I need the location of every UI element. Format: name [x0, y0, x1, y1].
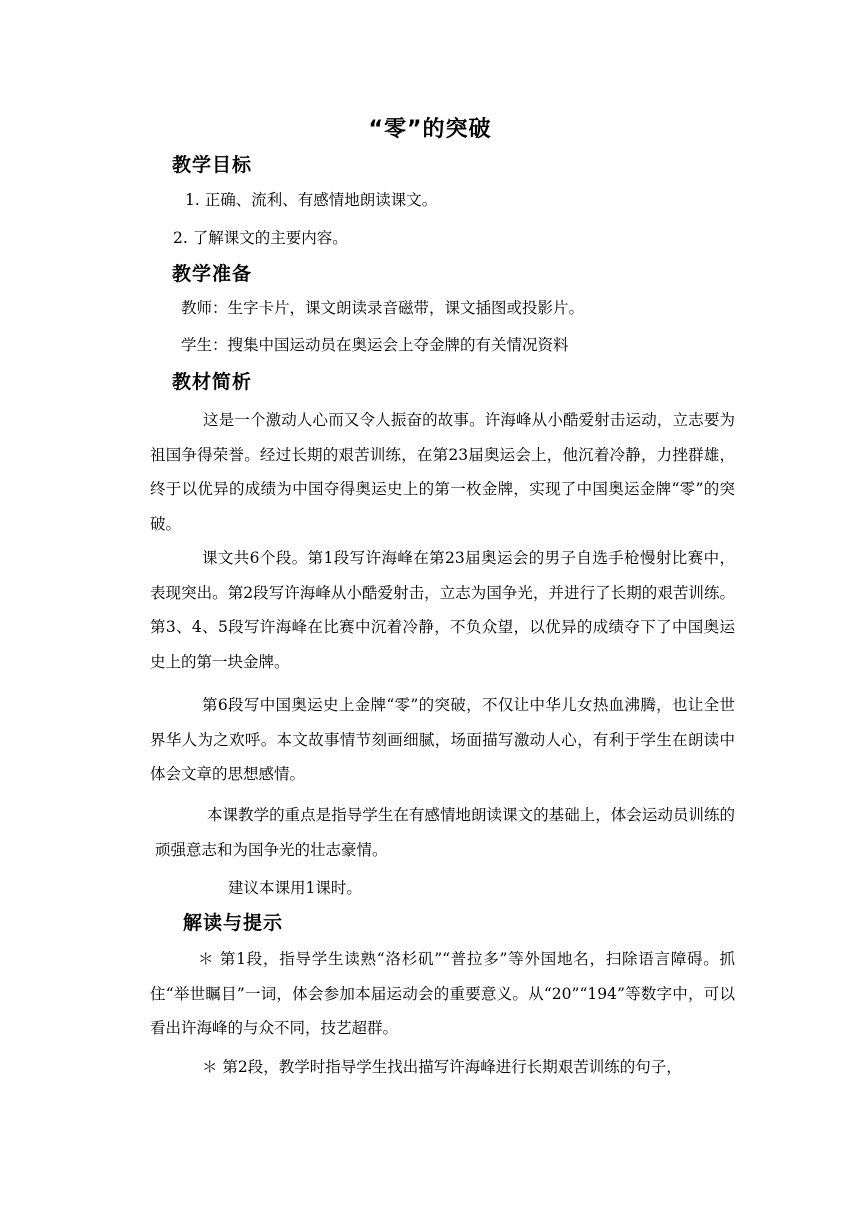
- heading-reading-tips: 解读与提示: [183, 912, 284, 934]
- reading-tip-paragraph-2: ＊ 第2段，教学时指导学生找出描写许海峰进行长期艰苦训练的句子，: [202, 1058, 682, 1076]
- analysis-paragraph-5: 建议本课用1课时。: [228, 879, 362, 897]
- analysis-paragraph-1: 这是一个激动人心而又令人振奋的故事。许海峰从小酷爱射击运动，立志要为祖国争得荣誉。经过长期的艰苦训练，在第23届奥运会上，他沉着冷静，力挫群雄，终于以优异的成绩为中国夺得奥运史上的第一枚金牌，实现了中国奥运金牌“零”的突破。: [150, 411, 735, 533]
- heading-analysis: 教材简析: [172, 371, 253, 393]
- analysis-paragraph-2: 课文共6个段。第1段写许海峰在第23届奥运会的男子自选手枪慢射比赛中，表现突出。第2段写许海峰从小酷爱射击，立志为国争光，并进行了长期的艰苦训练。第3、4、5段写许海峰在比赛中沉着冷静，不负众望，以优异的成绩夺下了中国奥运史上的第一块金牌。: [150, 549, 735, 671]
- analysis-paragraph-3: 第6段写中国奥运史上金牌“零”的突破，不仅让中华儿女热血沸腾，也让全世界华人为之欢呼。本文故事情节刻画细腻，场面描写激动人心，有利于学生在朗读中体会文章的思想感情。: [150, 696, 735, 783]
- heading-preparation: 教学准备: [172, 263, 253, 285]
- document-title: “零”的突破: [368, 117, 492, 142]
- preparation-student: 学生：搜集中国运动员在奥运会上夺金牌的有关情况资料: [181, 336, 569, 354]
- objective-item-1: 1. 正确、流利、有感情地朗读课文。: [185, 191, 438, 209]
- heading-objectives: 教学目标: [172, 154, 253, 176]
- reading-tip-paragraph-1: ＊ 第1段，指导学生读熟“洛杉矶”“普拉多”等外国地名，扫除语言障碍。抓住“举世瞩目”一词，体会参加本届运动会的重要意义。从“20”“194”等数字中，可以看出许海峰的与众不同，技艺超群。: [150, 950, 735, 1037]
- analysis-paragraph-4: 本课教学的重点是指导学生在有感情地朗读课文的基础上，体会运动员训练的顽强意志和为国争光的壮志豪情。: [155, 806, 735, 859]
- preparation-teacher: 教师：生字卡片，课文朗读录音磁带，课文插图或投影片。: [181, 299, 585, 317]
- objective-item-2: 2. 了解课文的主要内容。: [173, 229, 348, 247]
